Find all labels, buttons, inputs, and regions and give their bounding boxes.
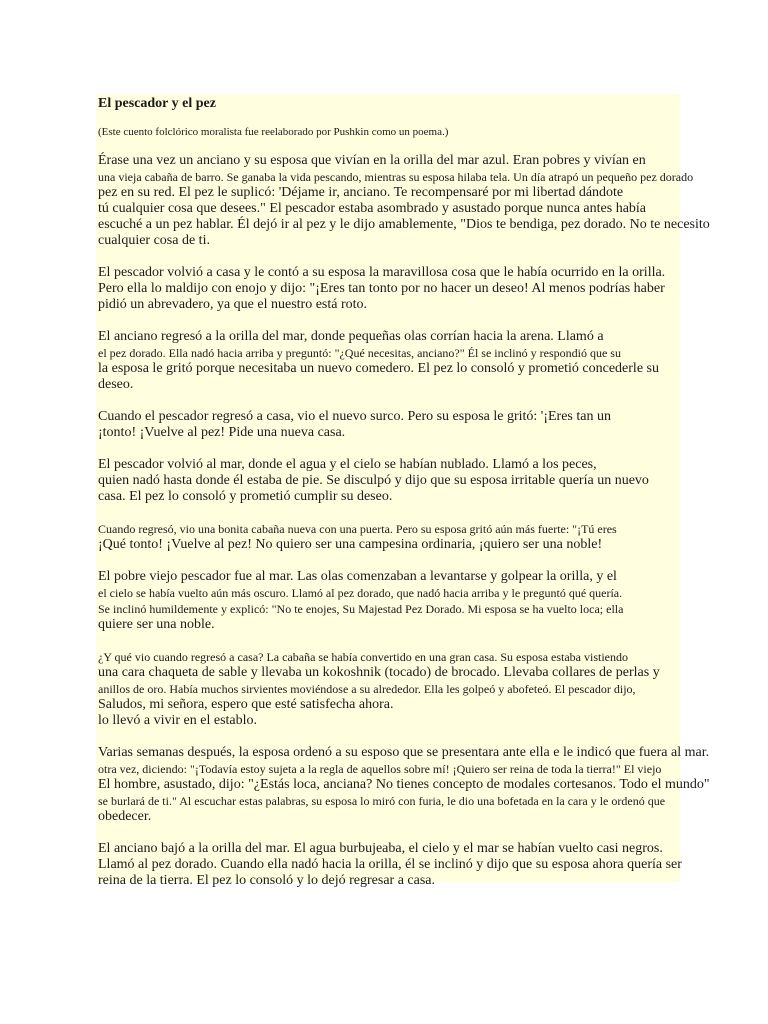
text-line: quiere ser una noble. [98,617,215,632]
text-line: El anciano regresó a la orilla del mar, donde pequeñas olas corrían hacia la arena. Llamó a [98,329,604,344]
text-line: el cielo se había vuelto aún más oscuro. Llamó al pez dorado, que nadó hacia arriba y le preguntó qué quería. [98,586,623,600]
story-paragraph [98,265,678,313]
story-paragraph [98,521,678,553]
text-line: El pescador volvió a casa y le contó a su esposa la maravillosa cosa que le había ocurrido en la orilla. [98,265,666,280]
story-paragraph [98,649,678,729]
text-line: casa. El pez lo consoló y prometió cumplir su deseo. [98,489,393,504]
text-line: Saludos, mi señora, espero que esté satisfecha ahora. [98,697,394,712]
text-line: una vieja cabaña de barro. Se ganaba la vida pescando, mientras su esposa hilaba tela. Un día atrapó un pequeño pez dorado [98,170,694,184]
text-line: se burlará de ti." Al escuchar estas palabras, su esposa lo miró con furia, le dio una bofetada en la cara y le ordenó que [98,794,666,808]
story-paragraph [98,569,678,633]
text-line: el pez dorado. Ella nadó hacia arriba y preguntó: "¿Qué necesitas, anciano?" Él se inclinó y respondió que su [98,346,621,360]
text-line: obedecer. [98,809,152,824]
text-line: Pero ella lo maldijo con enojo y dijo: "¡Eres tan tonto por no hacer un deseo! Al menos podrías haber [98,281,665,296]
story-paragraph [98,329,678,393]
text-line: otra vez, diciendo: "¡Todavía estoy sujeta a la regla de aquellos sobre mí! ¡Quiero ser reina de toda la tierra!" El viejo [98,762,662,776]
text-line: Llamó al pez dorado. Cuando ella nadó hacia la orilla, él se inclinó y dijo que su esposa ahora quería ser [98,857,682,872]
text-line: lo llevó a vivir en el establo. [98,713,258,728]
text-line: deseo. [98,377,134,392]
document-note: (Este cuento folclórico moralista fue reelaborado por Pushkin como un poema.) [98,126,449,138]
document-title: El pescador y el pez [98,96,216,111]
text-line: pidió un abrevadero, ya que el nuestro está roto. [98,297,368,312]
text-line: la esposa le gritó porque necesitaba un nuevo comedero. El pez lo consoló y prometió concederle su [98,361,659,376]
story-paragraph [98,841,682,889]
document-page [96,94,710,888]
text-line: ¡Qué tonto! ¡Vuelve al pez! No quiero ser una campesina ordinaria, ¡quiero ser una noble! [98,537,603,552]
text-line: anillos de oro. Había muchos sirvientes moviéndose a su alrededor. Ella les golpeó y abofeteó. El pescador dijo, [98,682,636,696]
text-line: pez en su red. El pez le suplicó: 'Déjame ir, anciano. Te recompensaré por mi libertad dándote [98,185,624,200]
text-line: Varias semanas después, la esposa ordenó a su esposo que se presentara ante ella e le indicó que fuera al mar. [98,745,710,760]
text-line: una cara chaqueta de sable y llevaba un kokoshnik (tocado) de brocado. Llevaba collares de perlas y [98,665,660,680]
text-line: El pescador volvió al mar, donde el agua y el cielo se habían nublado. Llamó a los peces, [98,457,597,472]
text-line: Cuando regresó, vio una bonita cabaña nueva con una puerta. Pero su esposa gritó aún más fuerte: "¡Tú eres [98,522,617,536]
text-line: El pobre viejo pescador fue al mar. Las olas comenzaban a levantarse y golpear la orilla, y el [98,569,617,584]
text-line: quien nadó hasta donde él estaba de pie. Se disculpó y dijo que su esposa irritable quería un nuevo [98,473,649,488]
text-line: Érase una vez un anciano y su esposa que vivían en la orilla del mar azul. Eran pobres y vivían en [98,153,646,168]
text-line: Se inclinó humildemente y explicó: "No te enojes, Su Majestad Pez Dorado. Mi esposa se ha vuelto loca; ella [98,602,624,616]
text-line: ¿Y qué vio cuando regresó a casa? La cabaña se había convertido en una gran casa. Su esposa estaba vistiendo [98,650,629,664]
text-line: ¡tonto! ¡Vuelve al pez! Pide una nueva casa. [98,425,346,440]
text-line: cualquier cosa de ti. [98,233,210,248]
text-line: El anciano bajó a la orilla del mar. El agua burbujeaba, el cielo y el mar se habían vuelto casi negros. [98,841,663,856]
text-line: Cuando el pescador regresó a casa, vio el nuevo surco. Pero su esposa le gritó: '¡Eres tan un [98,409,611,424]
story-paragraph [98,457,678,505]
story-paragraph [98,745,710,825]
text-line: escuché a un pez hablar. Él dejó ir al pez y le dijo amablemente, "Dios te bendiga, pez dorado. No te necesito [98,217,710,232]
story-paragraph [98,153,710,249]
text-line: tú cualquier cosa que desees." El pescador estaba asombrado y asustado porque nunca antes había [98,201,647,216]
story-paragraph [98,409,678,441]
story-body [98,153,710,889]
text-line: El hombre, asustado, dijo: "¿Estás loca, anciana? No tienes concepto de modales cortesanos. Todo el mundo" [98,777,710,792]
text-line: reina de la tierra. El pez lo consoló y lo dejó regresar a casa. [98,873,436,888]
